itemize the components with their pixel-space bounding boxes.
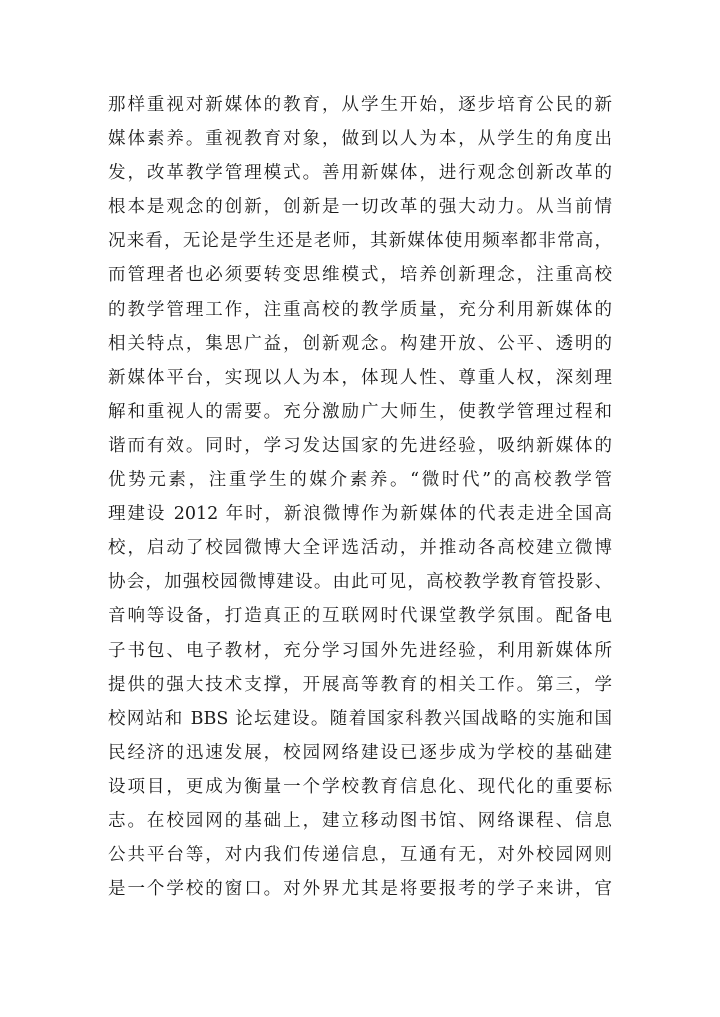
text-line: 况来看，无论是学生还是老师，其新媒体使用频率都非常高，	[108, 231, 612, 252]
text-line: 解和重视人的需要。充分激励广大师生，使教学管理过程和	[108, 401, 612, 422]
text-line: 子书包、电子教材，充分学习国外先进经验，利用新媒体所	[108, 640, 612, 661]
text-line: 谐而有效。同时，学习发达国家的先进经验，吸纳新媒体的	[108, 435, 612, 456]
text-line: 新媒体平台，实现以人为本，体现人性、尊重人权，深刻理	[108, 367, 612, 388]
text-line: 设项目，更成为衡量一个学校教育信息化、现代化的重要标	[108, 776, 612, 797]
text-line: 相关特点，集思广益，创新观念。构建开放、公平、透明的	[108, 333, 612, 354]
text-line: 的教学管理工作，注重高校的教学质量，充分利用新媒体的	[108, 299, 612, 320]
text-line: 那样重视对新媒体的教育，从学生开始，逐步培育公民的新	[108, 95, 612, 115]
text-line: 校，启动了校园微博大全评选活动，并推动各高校建立微博	[108, 538, 612, 559]
text-line: 是一个学校的窗口。对外界尤其是将要报考的学子来讲，官	[108, 879, 612, 900]
text-line: 理建设 2012 年时，新浪微博作为新媒体的代表走进全国高	[108, 504, 612, 525]
text-line: 公共平台等，对内我们传递信息，互通有无，对外校园网则	[108, 845, 612, 866]
text-line: 提供的强大技术支撑，开展高等教育的相关工作。第三，学	[108, 674, 612, 695]
body-paragraph	[108, 88, 612, 906]
text-line: 根本是观念的创新，创新是一切改革的强大动力。从当前情	[108, 197, 612, 218]
text-line: 媒体素养。重视教育对象，做到以人为本，从学生的角度出	[108, 129, 612, 150]
text-line: 优势元素，注重学生的媒介素养。“微时代”的高校教学管	[108, 470, 612, 491]
text-line: 志。在校园网的基础上，建立移动图书馆、网络课程、信息	[108, 810, 612, 831]
text-line: 发，改革教学管理模式。善用新媒体，进行观念创新改革的	[108, 163, 612, 184]
text-line: 校网站和 BBS 论坛建设。随着国家科教兴国战略的实施和国	[108, 708, 612, 729]
text-line: 民经济的迅速发展，校园网络建设已逐步成为学校的基础建	[108, 742, 612, 763]
text-line: 音响等设备，打造真正的互联网时代课堂教学氛围。配备电	[108, 606, 612, 627]
text-line: 而管理者也必须要转变思维模式，培养创新理念，注重高校	[108, 265, 612, 286]
text-line: 协会，加强校园微博建设。由此可见，高校教学教育管投影、	[108, 572, 612, 593]
